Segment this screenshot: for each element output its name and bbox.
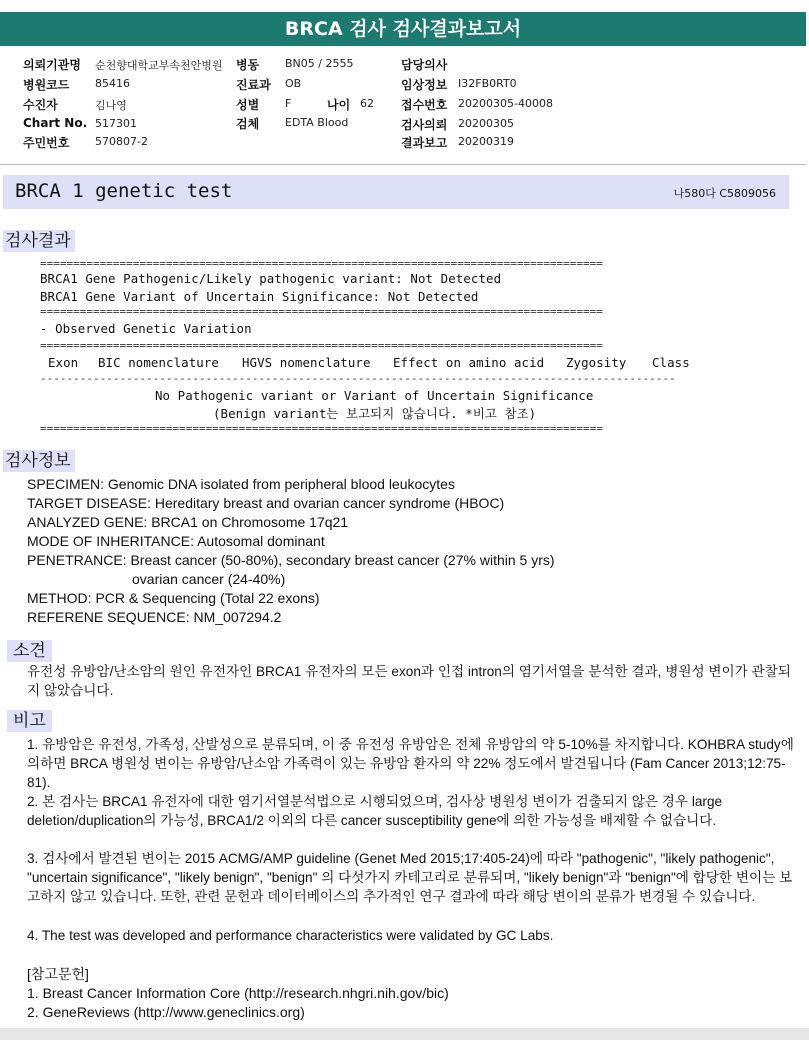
column-effect: Effect on amino acid — [393, 355, 545, 370]
results-rule: ===================================================================================== — [40, 305, 603, 318]
report-date-value: 20200319 — [458, 135, 514, 148]
results-heading: 검사결과 — [3, 230, 75, 252]
chart-no-label: Chart No. — [23, 116, 88, 130]
patient-label: 수진자 — [23, 98, 58, 112]
info-specimen: SPECIMEN: Genomic DNA isolated from peripheral blood leukocytes — [27, 476, 455, 492]
sex-value: F — [285, 97, 292, 110]
resident-no-value: 570807-2 — [95, 135, 148, 148]
test-code: 나580다 C5809056 — [673, 187, 776, 200]
department-value: OB — [285, 77, 302, 90]
page-footer — [0, 1028, 809, 1040]
info-mode: MODE OF INHERITANCE: Autosomal dominant — [27, 533, 325, 549]
clinical-info-value: I32FB0RT0 — [458, 77, 517, 90]
remark-item-3: 3. 검사에서 발견된 변이는 2015 ACMG/AMP guideline (Genet Med 2015;17:405-24)에 따라 "pathogenic", "likely pathogenic", "uncertain significance", "likely benign", "benign" 의 다섯가지 카테고리로 분류되며, "likely benign"과 "benign"에 합당한 변이는 보고하지 않고 있습니다. 또한, 관련 문헌과 데이터베이스의 추가적인 연구 결과에 따라 해당 변이의 분류가 변경될 수 있습니다. — [27, 851, 793, 904]
vus-result: BRCA1 Gene Variant of Uncertain Significance: Not Detected — [40, 289, 479, 304]
specimen-label: 검체 — [236, 117, 260, 131]
institution-value: 순천향대학교부속천안병원 — [95, 59, 223, 72]
benign-note: (Benign variant는 보고되지 않습니다. *비고 참조) — [213, 406, 537, 421]
patient-header — [0, 46, 806, 165]
column-class: Class — [652, 355, 690, 370]
ward-label: 병동 — [236, 58, 260, 72]
info-heading: 검사정보 — [3, 450, 75, 472]
column-bic: BIC nomenclature — [98, 355, 219, 370]
test-name-bar — [3, 175, 789, 209]
column-exon: Exon — [48, 355, 79, 370]
reference-link[interactable]: 2. GeneReviews (http://www.geneclinics.org) — [27, 1004, 305, 1020]
department-label: 진료과 — [236, 78, 271, 92]
info-method: METHOD: PCR & Sequencing (Total 22 exons) — [27, 590, 320, 606]
sex-label: 성별 — [236, 98, 260, 112]
accession-no-value: 20200305-40008 — [458, 97, 553, 110]
doctor-label: 담당의사 — [401, 58, 448, 72]
resident-no-label: 주민번호 — [23, 136, 70, 150]
info-target: TARGET DISEASE: Hereditary breast and ovarian cancer syndrome (HBOC) — [27, 495, 505, 511]
request-date-label: 검사의뢰 — [401, 118, 448, 132]
remark-item-1: 1. 유방암은 유전성, 가족성, 산발성으로 분류되며, 이 중 유전성 유방암은 전체 유방암의 약 5-10%를 차지합니다. KOHBRA study에 의하면 BRCA 병원성 변이는 유방암/난소암 가족력이 있는 유방암 환자의 약 22% 정도에서 발견됩니다 (Fam Cancer 2013;12:75-81). — [27, 737, 794, 790]
info-penetrance: PENETRANCE: Breast cancer (50-80%), secondary breast cancer (27% within 5 yrs) — [27, 552, 555, 568]
column-zygosity: Zygosity — [566, 355, 627, 370]
age-label: 나이 — [327, 98, 351, 112]
test-name: BRCA 1 genetic test — [15, 180, 233, 202]
report-date-label: 결과보고 — [401, 136, 448, 150]
pathogenic-result: BRCA1 Gene Pathogenic/Likely pathogenic variant: Not Detected — [40, 271, 502, 286]
observed-variation: - Observed Genetic Variation — [40, 321, 252, 336]
info-penetrance-ovarian: ovarian cancer (24-40%) — [132, 571, 286, 587]
finding-text: 유전성 유방암/난소암의 원인 유전자인 BRCA1 유전자의 모든 exon과 인접 intron의 염기서열을 분석한 결과, 병원성 변이가 관찰되지 않았습니다. — [27, 664, 791, 698]
report-title: BRCA 검사 검사결과보고서 — [0, 12, 806, 46]
request-date-value: 20200305 — [458, 117, 514, 130]
accession-no-label: 접수번호 — [401, 98, 448, 112]
table-rule: ===================================================================================== — [40, 339, 603, 352]
results-rule: ===================================================================================== — [40, 257, 603, 270]
column-hgvs: HGVS nomenclature — [242, 355, 371, 370]
remark-item-2: 2. 본 검사는 BRCA1 유전자에 대한 염기서열분석법으로 시행되었으며, 검사상 병원성 변이가 검출되지 않은 경우 large deletion/duplication의 가능성, BRCA1/2 이외의 다른 cancer susceptibility gene에 의한 가능성을 배제할 수 없습니다. — [27, 794, 723, 828]
remark-item-4: 4. The test was developed and performance characteristics were validated by GC Labs. — [27, 928, 554, 943]
specimen-value: EDTA Blood — [285, 116, 349, 129]
remarks-heading: 비고 — [7, 710, 52, 732]
clinical-info-label: 임상정보 — [401, 78, 448, 92]
hospital-code-value: 85416 — [95, 77, 130, 90]
finding-heading: 소견 — [7, 640, 52, 662]
reference-link[interactable]: 1. Breast Cancer Information Core (http://research.nhgri.nih.gov/bic) — [27, 985, 449, 1001]
references-heading: [참고문헌] — [27, 966, 89, 982]
info-gene: ANALYZED GENE: BRCA1 on Chromosome 17q21 — [27, 514, 349, 530]
chart-no-value: 517301 — [95, 117, 137, 130]
institution-label: 의뢰기관명 — [23, 58, 81, 72]
table-rule: ===================================================================================== — [40, 422, 603, 435]
ward-value: BN05 / 2555 — [285, 57, 354, 70]
info-reference: REFERENE SEQUENCE: NM_007294.2 — [27, 609, 282, 625]
table-dash-rule: ------------------------------------------------------------------------------------------------ — [40, 372, 676, 385]
hospital-code-label: 병원코드 — [23, 78, 70, 92]
no-variant-text: No Pathogenic variant or Variant of Uncertain Significance — [155, 388, 594, 403]
patient-value: 김나영 — [95, 99, 127, 112]
age-value: 62 — [360, 97, 374, 110]
